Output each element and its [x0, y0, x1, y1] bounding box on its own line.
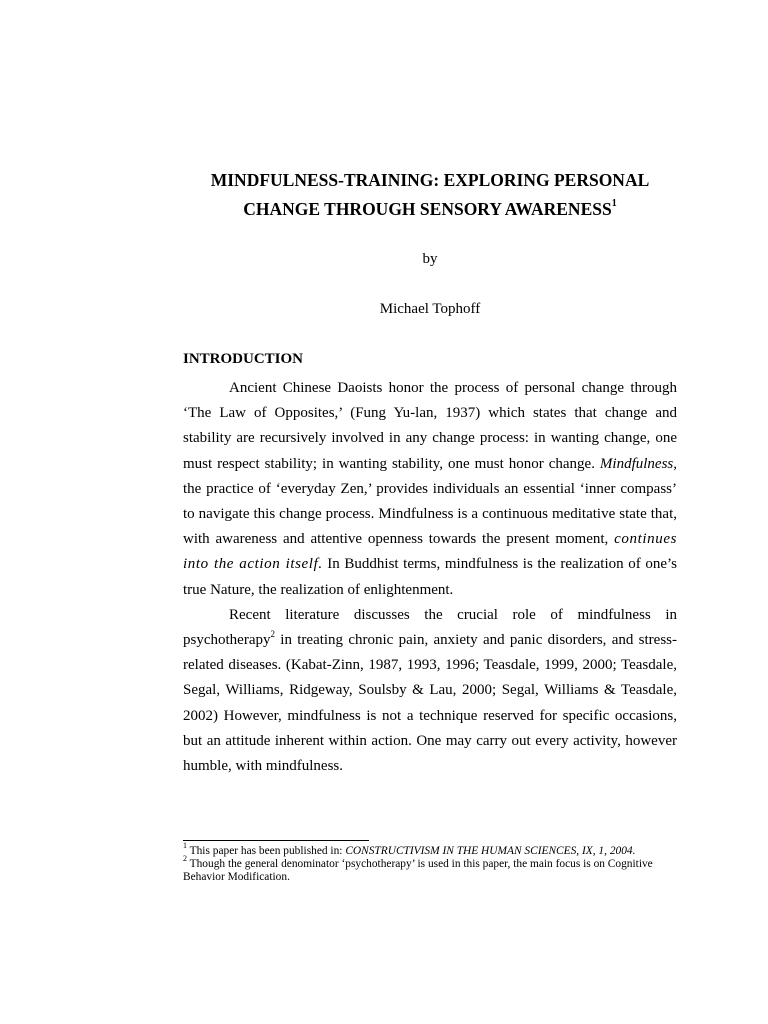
footnote-separator — [183, 840, 369, 841]
footnote-2-text: Though the general denominator ‘psychotherapy’ is used in this paper, the main focus is on Cognitive Behavior Modification. — [183, 857, 653, 883]
p2-footnote-marker: 2 — [270, 629, 275, 640]
p1-sentence-2: , the practice of ‘everyday Zen,’ provides individuals an essential ‘inner compass’ to navigate this change process. Mindfulness is a continuous meditative state that, with awareness and attentive openness towards the present moment, — [183, 455, 678, 548]
section-heading: INTRODUCTION — [183, 351, 304, 367]
title-line-2 — [150, 195, 710, 224]
footnote-1-marker: 1 — [183, 841, 187, 851]
footnote-1 — [183, 841, 683, 858]
p1-sentence-1: Ancient Chinese Daoists honor the process of personal change through ‘The Law of Opposites,’ (Fung Yu-lan, 1937) which states that change and stability are recursively involved in any change process: in wanting change, one must respect stability; in wanting stability, one must honor change. — [183, 380, 677, 472]
p1-emphasis-mindfulness: Mindfulness — [599, 455, 674, 472]
title-line-1: MINDFULNESS-TRAINING: EXPLORING PERSONAL — [210, 170, 650, 190]
p2-part-b: in treating chronic pain, anxiety and panic disorders, and stress-related diseases. (Kabat-Zinn, 1987, 1993, 1996; Teasdale, 1999, 2000; Teasdale, Segal, Williams, Ridgeway, Soulsby & Lau, 2000; Segal, Williams & Teasdale, 2002) However, mindfulness is not a technique reserved for specific occasions, but an attitude inherent within action. One may carry out every activity, however humble, with mindfulness. — [183, 632, 677, 775]
byline: by — [422, 251, 438, 267]
author-name: Michael Tophoff — [379, 301, 481, 317]
footnote-2-marker: 2 — [183, 854, 187, 863]
footnote-1-citation: CONSTRUCTIVISM IN THE HUMAN SCIENCES, IX, 1, 2004. — [345, 845, 636, 857]
paper-title — [150, 166, 710, 224]
p1-sentence-3: In Buddhist terms, mindfulness is the realization of one’s true Nature, the realization of enlightenment. — [183, 556, 677, 598]
p1-emphasis-action: continues into the action itself. — [183, 531, 678, 573]
body-text — [183, 376, 677, 779]
footnote-2 — [183, 854, 683, 884]
paragraph-1 — [183, 376, 677, 603]
p2-part-a: Recent literature discusses the crucial role of mindfulness in psychotherapy — [183, 606, 677, 649]
footnote-1-text: This paper has been published in: — [189, 845, 343, 857]
footnotes — [183, 841, 683, 883]
paragraph-2 — [183, 603, 677, 779]
title-footnote-marker: 1 — [611, 198, 617, 210]
title-line-2-text: CHANGE THROUGH SENSORY AWARENESS — [243, 199, 612, 219]
